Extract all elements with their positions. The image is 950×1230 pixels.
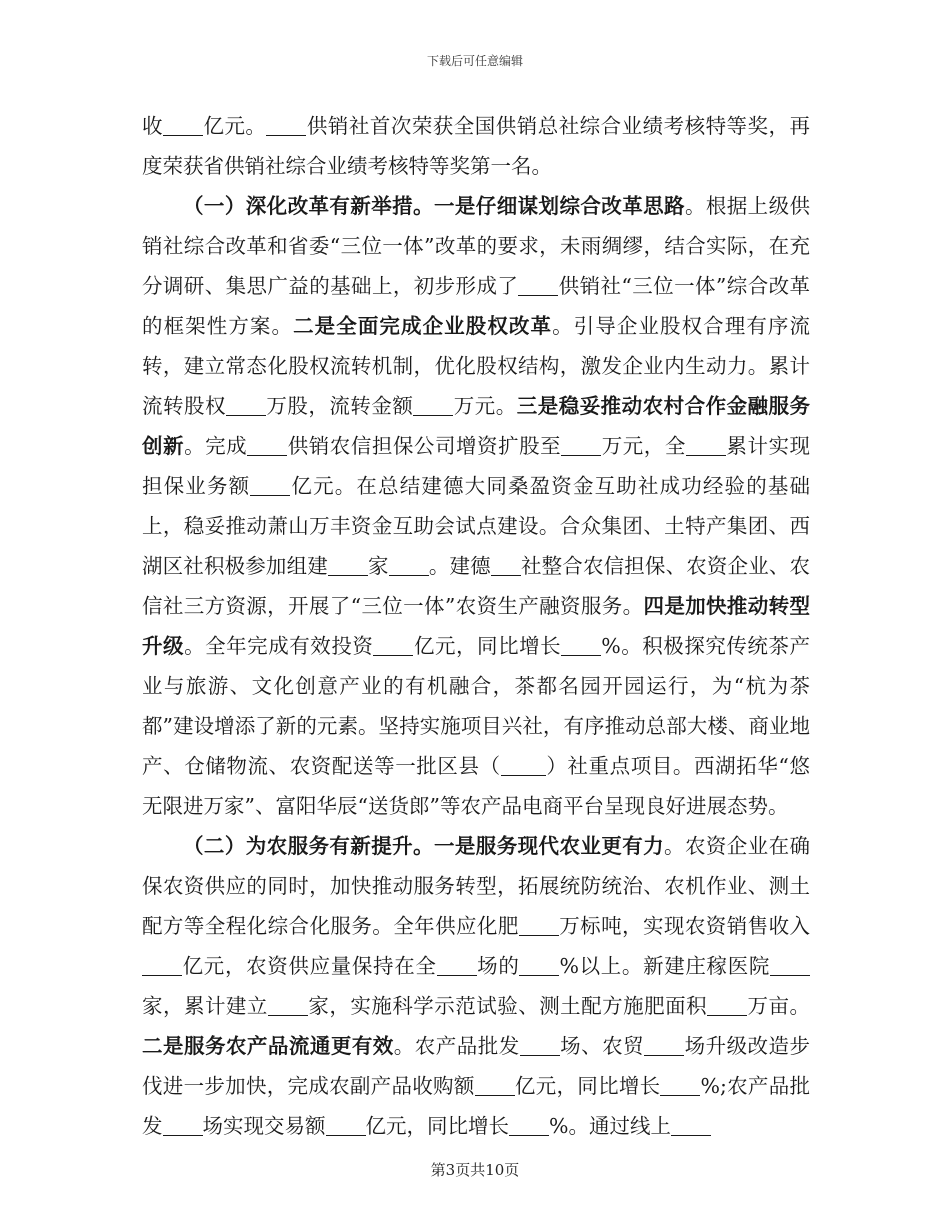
paragraph-section-two: （二）为农服务有新提升。一是服务现代农业更有力。农资企业在确保农资供应的同时，加快推动服务转型，拓展统防统治、农机作业、测土配方等全程化综合化服务。全年供应化肥 万标吨，实现农资销售收入亿元，农资供应量保持在全 场的 %以上。新建庄稼医院家，累计建立 家，实施科学示范试验、测土配方施肥面积 万亩。二是服务农产品流通更有效。农产品批发 场、农贸 场升级改造步伐进一步加快，完成农副产品收购额 亿元，同比增长 %;农产品批发 场实现交易额 亿元，同比增长 %。通过线上 — [142, 834, 811, 1138]
subheading: 三是稳妥推动农村合作金融服务创新 — [142, 394, 811, 458]
page-header-note: 下载后可任意编辑 — [426, 54, 523, 68]
paragraph-intro: 收 亿元。 供销社首次荣获全国供销总社综合业绩考核特等奖，再度荣获省供销社综合业绩考核特等奖第一名。 — [142, 114, 811, 178]
section-heading: （一）深化改革有新举措。 — [183, 194, 434, 218]
subheading: 一是仔细谋划综合改革思路 — [433, 194, 685, 218]
subheading: 二是服务农产品流通更有效 — [142, 1034, 394, 1058]
subheading: 一是服务现代农业更有力 — [433, 834, 665, 858]
subheading: 四是加快推动转型升级 — [142, 594, 810, 658]
page-number: 第3页共10页 — [430, 1161, 520, 1179]
paragraph-section-one: （一）深化改革有新举措。一是仔细谋划综合改革思路。根据上级供销社综合改革和省委“三位一体”改革的要求，未雨绸缪，结合实际，在充分调研、集思广益的基础上，初步形成了 供销社“三位一体”综合改革的框架性方案。二是全面完成企业股权改革。引导企业股权合理有序流转，建立常态化股权流转机制，优化股权结构，激发企业内生动力。累计流转股权 万股，流转金额 万元。三是稳妥推动农村合作金融服务创新。完成 供销农信担保公司增资扩股至 万元，全 累计实现担保业务额 亿元。在总结建德大同桑盈资金互助社成功经验的基础上，稳妥推动萧山万丰资金互助会试点建设。合众集团、土特产集团、西湖区社积极参加组建 家 。建德 社整合农信担保、农资企业、农信社三方资源，开展了“三位一体”农资生产融资服务。四是加快推动转型升级。全年完成有效投资 亿元，同比增长 %。积极探究传统茶产业与旅游、文化创意产业的有机融合，茶都名园开园运行，为“杭为茶都”建设增添了新的元素。坚持实施项目兴社，有序推动总部大楼、商业地产、仓储物流、农资配送等一批区县（ ）社重点项目。西湖拓华“悠无限进万家”、富阳华辰“送货郎”等农产品电商平台呈现良好进展态势。 — [142, 194, 811, 818]
document-body — [142, 106, 810, 1146]
subheading: 二是全面完成企业股权改革 — [293, 314, 553, 338]
section-heading: （二）为农服务有新提升。 — [183, 834, 434, 858]
